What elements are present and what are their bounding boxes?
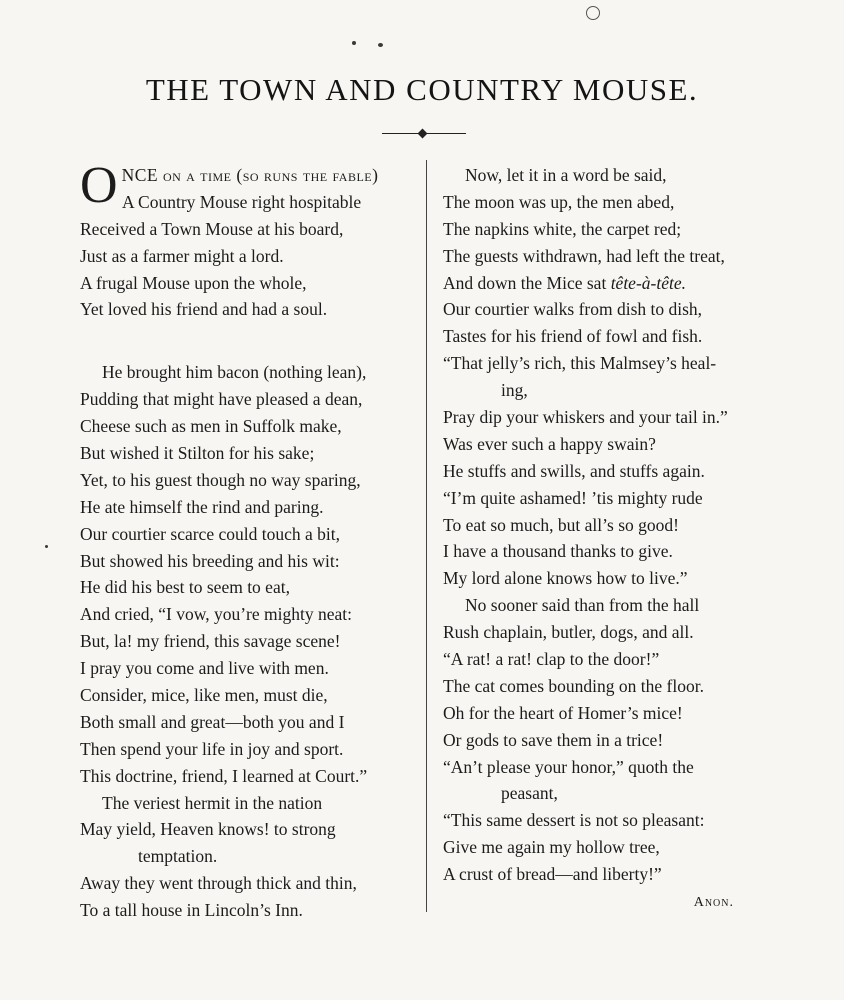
attribution: Anon. bbox=[693, 895, 734, 911]
poem-line: I have a thousand thanks to give. bbox=[443, 541, 673, 562]
poem-line: Just as a farmer might a lord. bbox=[80, 245, 284, 266]
poem-line: Then spend your life in joy and sport. bbox=[80, 738, 344, 759]
poem-line: Tastes for his friend of fowl and fish. bbox=[443, 326, 703, 347]
poem-line: My lord alone knows how to live.” bbox=[443, 568, 688, 589]
poem-line: The moon was up, the men abed, bbox=[443, 191, 675, 212]
poem-line: The guests withdrawn, had left the treat, bbox=[443, 245, 725, 266]
top-ring-ornament bbox=[586, 6, 600, 20]
poem-line: Pudding that might have pleased a dean, bbox=[80, 389, 363, 410]
italic-phrase: tête-à-tête. bbox=[610, 272, 686, 293]
poem-line: “This same dessert is not so pleasant: bbox=[443, 810, 705, 831]
ink-speck bbox=[45, 545, 48, 548]
poem-line: He stuffs and swills, and stuffs again. bbox=[443, 460, 705, 481]
poem-line: Was ever such a happy swain? bbox=[443, 433, 656, 454]
column-divider bbox=[426, 160, 427, 912]
poem-line: “I’m quite ashamed! ’tis mighty rude bbox=[443, 487, 703, 508]
left-column bbox=[80, 157, 415, 924]
poem-line: To eat so much, but all’s so good! bbox=[443, 514, 679, 535]
title-rule-diamond bbox=[418, 129, 428, 139]
poem-line: ing, bbox=[501, 380, 528, 401]
poem-line-text: And down the Mice sat bbox=[443, 272, 611, 293]
poem-line: But showed his breeding and his wit: bbox=[80, 550, 340, 571]
poem-line: The napkins white, the carpet red; bbox=[443, 218, 682, 239]
ink-speck bbox=[378, 43, 383, 47]
poem-line: Yet, to his guest though no way sparing, bbox=[80, 469, 361, 490]
right-column bbox=[443, 162, 778, 917]
poem-line: He ate himself the rind and paring. bbox=[80, 496, 324, 517]
stanza-2 bbox=[80, 359, 415, 924]
drop-cap: O bbox=[80, 157, 118, 214]
poem-line: Yet loved his friend and had a soul. bbox=[80, 299, 328, 320]
poem-line: temptation. bbox=[138, 846, 218, 867]
ink-speck bbox=[352, 41, 356, 45]
poem-line: He did his best to seem to eat, bbox=[80, 577, 290, 598]
poem-line: I pray you come and live with men. bbox=[80, 658, 329, 679]
poem-line: Both small and great—both you and I bbox=[80, 711, 345, 732]
stanza-1 bbox=[80, 157, 415, 323]
poem-line: Away they went through thick and thin, bbox=[80, 873, 357, 894]
poem-line: Give me again my hollow tree, bbox=[443, 837, 660, 858]
poem-line: “A rat! a rat! clap to the door!” bbox=[443, 649, 660, 670]
poem-line: But, la! my friend, this savage scene! bbox=[80, 631, 341, 652]
poem-line: Or gods to save them in a trice! bbox=[443, 729, 664, 750]
poem-line: But wished it Stilton for his sake; bbox=[80, 443, 315, 464]
poem-line: And cried, “I vow, you’re mighty neat: bbox=[80, 604, 352, 625]
poem-line: Pray dip your whiskers and your tail in.” bbox=[443, 407, 728, 428]
poem-line: To a tall house in Lincoln’s Inn. bbox=[80, 900, 303, 921]
poem-line: This doctrine, friend, I learned at Court.” bbox=[80, 765, 368, 786]
poem-line bbox=[443, 270, 778, 297]
poem-line: Cheese such as men in Suffolk make, bbox=[80, 416, 342, 437]
poem-line: Consider, mice, like men, must die, bbox=[80, 685, 328, 706]
poem-line: No sooner said than from the hall bbox=[465, 595, 700, 616]
poem-line: Now, let it in a word be said, bbox=[465, 165, 667, 185]
page-title: THE TOWN AND COUNTRY MOUSE. bbox=[145, 72, 699, 107]
poem-line: A frugal Mouse upon the whole, bbox=[80, 272, 307, 293]
poem-line: “An’t please your honor,” quoth the bbox=[443, 756, 694, 777]
poem-line: Oh for the heart of Homer’s mice! bbox=[443, 702, 683, 723]
stanza-gap bbox=[80, 323, 415, 359]
poem-line: “That jelly’s rich, this Malmsey’s heal- bbox=[443, 353, 717, 374]
poem-line: May yield, Heaven knows! to strong bbox=[80, 819, 336, 840]
poem-line: peasant, bbox=[501, 783, 558, 804]
poem-line: He brought him bacon (nothing lean), bbox=[102, 362, 367, 383]
poem-line: Rush chaplain, butler, dogs, and all. bbox=[443, 622, 694, 643]
poem-line: A Country Mouse right hospitable bbox=[122, 191, 362, 212]
poem-line: A crust of bread—and liberty!” bbox=[443, 864, 662, 885]
poem-line: The cat comes bounding on the floor. bbox=[443, 675, 704, 696]
poem-line: Our courtier walks from dish to dish, bbox=[443, 299, 703, 320]
poem-line: The veriest hermit in the nation bbox=[102, 792, 323, 813]
first-line-text: NCE on a time (so runs the fable) bbox=[121, 165, 379, 185]
poem-line: Received a Town Mouse at his board, bbox=[80, 218, 344, 239]
poem-line: Our courtier scarce could touch a bit, bbox=[80, 523, 340, 544]
